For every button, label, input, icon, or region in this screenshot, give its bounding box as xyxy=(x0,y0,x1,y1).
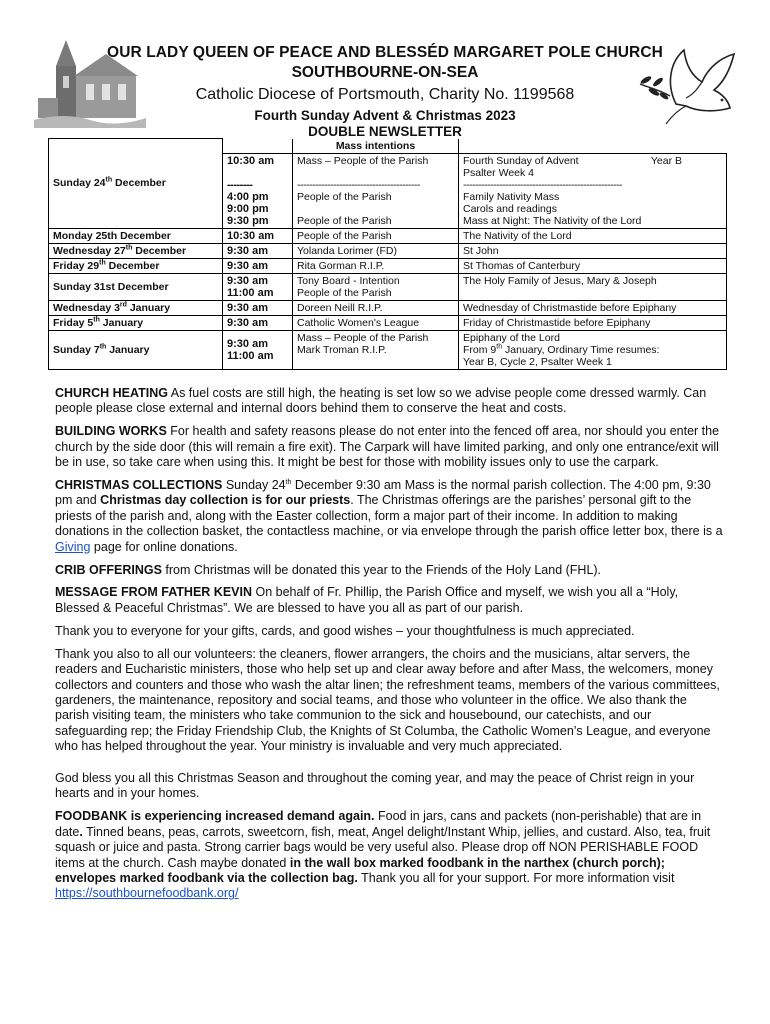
table-row: Friday 29th December 9:30 am Rita Gorman R.I.P. St Thomas of Canterbury xyxy=(49,258,727,273)
foodbank-website-link[interactable]: https://southbournefoodbank.org/ xyxy=(55,886,239,901)
diocese-charity-line: Catholic Diocese of Portsmouth, Charity No. 1199568 xyxy=(195,86,575,103)
table-row: Wednesday 3rd January 9:30 am Doreen Neill R.I.P. Wednesday of Christmastide before Epiphany xyxy=(49,300,727,315)
foodbank-section: FOODBANK is experiencing increased demand again. Food in jars, cans and packets (non-perishable) that are in date. Tinned beans, peas, carrots, sweetcorn, fish, meat, Angel delight/Instant Whip, jellies, and custard. Also, tea, fruit squash or juice and pasta. Strong carrier bags would be very useful also. Please drop off NON PERISHABLE FOOD items at the church. Cash maybe donated in the wall box marked foodbank in the narthex (church porch); envelopes marked foodbank via the collection bag. Thank you all for your support. For more information visit https://southbournefoodbank.org/ xyxy=(55,809,711,901)
newsletter-occasion: Fourth Sunday Advent & Christmas 2023 xyxy=(254,108,516,123)
table-row: Sunday 7th January 9:30 am 11:00 am Mass – People of the Parish Mark Troman R.I.P. Epiphany of the Lord From 9th January, Ordinary Time resumes: Year B, Cycle 2, Psalter Week 1 xyxy=(49,330,727,369)
church-location-title: SOUTHBOURNE-ON-SEA xyxy=(291,64,479,81)
newsletter-type: DOUBLE NEWSLETTER xyxy=(308,124,462,139)
blessing-paragraph: God bless you all this Christmas Season and throughout the coming year, and may the peace of Christ reign in your hearts and in your homes. xyxy=(55,771,695,801)
table-row: Monday 25th December 10:30 am People of the Parish The Nativity of the Lord xyxy=(49,228,727,243)
building-works-section: BUILDING WORKS For health and safety reasons please do not enter into the fenced off area, nor should you enter the church by the side door (this will remain a fire exit). The Carpark will have limited parking, and only one entrance/exit will be in use, so take care when using this. It might be best for those with mobility issues only to use the carpark. xyxy=(55,424,720,470)
mass-schedule-table xyxy=(48,138,727,370)
church-name-title: OUR LADY QUEEN OF PEACE AND BLESSÉD MARGARET POLE CHURCH xyxy=(107,44,663,61)
thanks-volunteers-paragraph: Thank you also to all our volunteers: the cleaners, flower arrangers, the choirs and the musicians, altar servers, the readers and Eucharistic ministers, those who help set up and clear away before and after Mass, the welcomers, money collectors and counters and those who wash the altar linen; the refreshment teams, members of the various committees, gardeners, the maintenance, repository and social teams, and those who volunteer in the office. We also thank the parish visiting team, the ministers who take communion to the sick and housebound, our catechists, and our safeguarding rep; the Friday Friendship Club, the Knights of St Columba, the Catholic Women’s League, and everyone who has helped throughout the year. Your ministry is invaluable and very much appreciated. xyxy=(55,646,720,754)
mass-intentions-header: Mass intentions xyxy=(293,139,459,154)
newsletter-body xyxy=(55,386,723,909)
father-kevin-message-section: MESSAGE FROM FATHER KEVIN On behalf of Fr. Phillip, the Parish Office and myself, we wish you all a “Holy, Blessed & Peaceful Christmas”. We are blessed to have you all as part of our parish. xyxy=(55,585,679,615)
intention-cell: Mass – People of the Parish ----------------------------------------- People of the Parish People of the Parish xyxy=(293,153,459,228)
church-heating-section: CHURCH HEATING As fuel costs are still high, the heating is set low so we advise people come dressed warmly. Can people please close external and internal doors behind them to conserve the heat and costs. xyxy=(55,386,707,416)
table-row: Wednesday 27th December 9:30 am Yolanda Lorimer (FD) St John xyxy=(49,243,727,258)
thanks-gifts-paragraph: Thank you to everyone for your gifts, cards, and good wishes – your thoughtfulness is much appreciated. xyxy=(55,623,635,638)
time-cell: 10:30 am -------- 4:00 pm 9:00 pm 9:30 pm xyxy=(223,153,293,228)
day-cell: Sunday 24th December xyxy=(49,139,223,229)
giving-page-link[interactable]: Giving xyxy=(55,539,91,554)
christmas-collections-section: CHRISTMAS COLLECTIONS Sunday 24th December 9:30 am Mass is the normal parish collection. The 4:00 pm, 9:30 pm and Christmas day collection is for our priests. The Christmas offerings are the parishes’ personal gift to the priests of the parish and, along with the Easter collection, form a major part of their income. In addition to making donations in the collection basket, the contactless machine, or via envelope through the parish office letter box, there is a Giving page for online donations. xyxy=(55,478,723,554)
table-row: Sunday 31st December 9:30 am 11:00 am Tony Board - Intention People of the Parish The Holy Family of Jesus, Mary & Joseph xyxy=(49,273,727,300)
crib-offerings-section: CRIB OFFERINGS from Christmas will be donated this year to the Friends of the Holy Land (FHL). xyxy=(55,562,602,577)
table-row: Friday 5th January 9:30 am Catholic Women's League Friday of Christmastide before Epiphany xyxy=(49,315,727,330)
table-row xyxy=(49,139,727,154)
occasion-cell: Fourth Sunday of Advent Year B Psalter Week 4 ----------------------------------------------------- Family Nativity Mass Carols and readings Mass at Night: The Nativity of the Lord xyxy=(459,153,727,228)
